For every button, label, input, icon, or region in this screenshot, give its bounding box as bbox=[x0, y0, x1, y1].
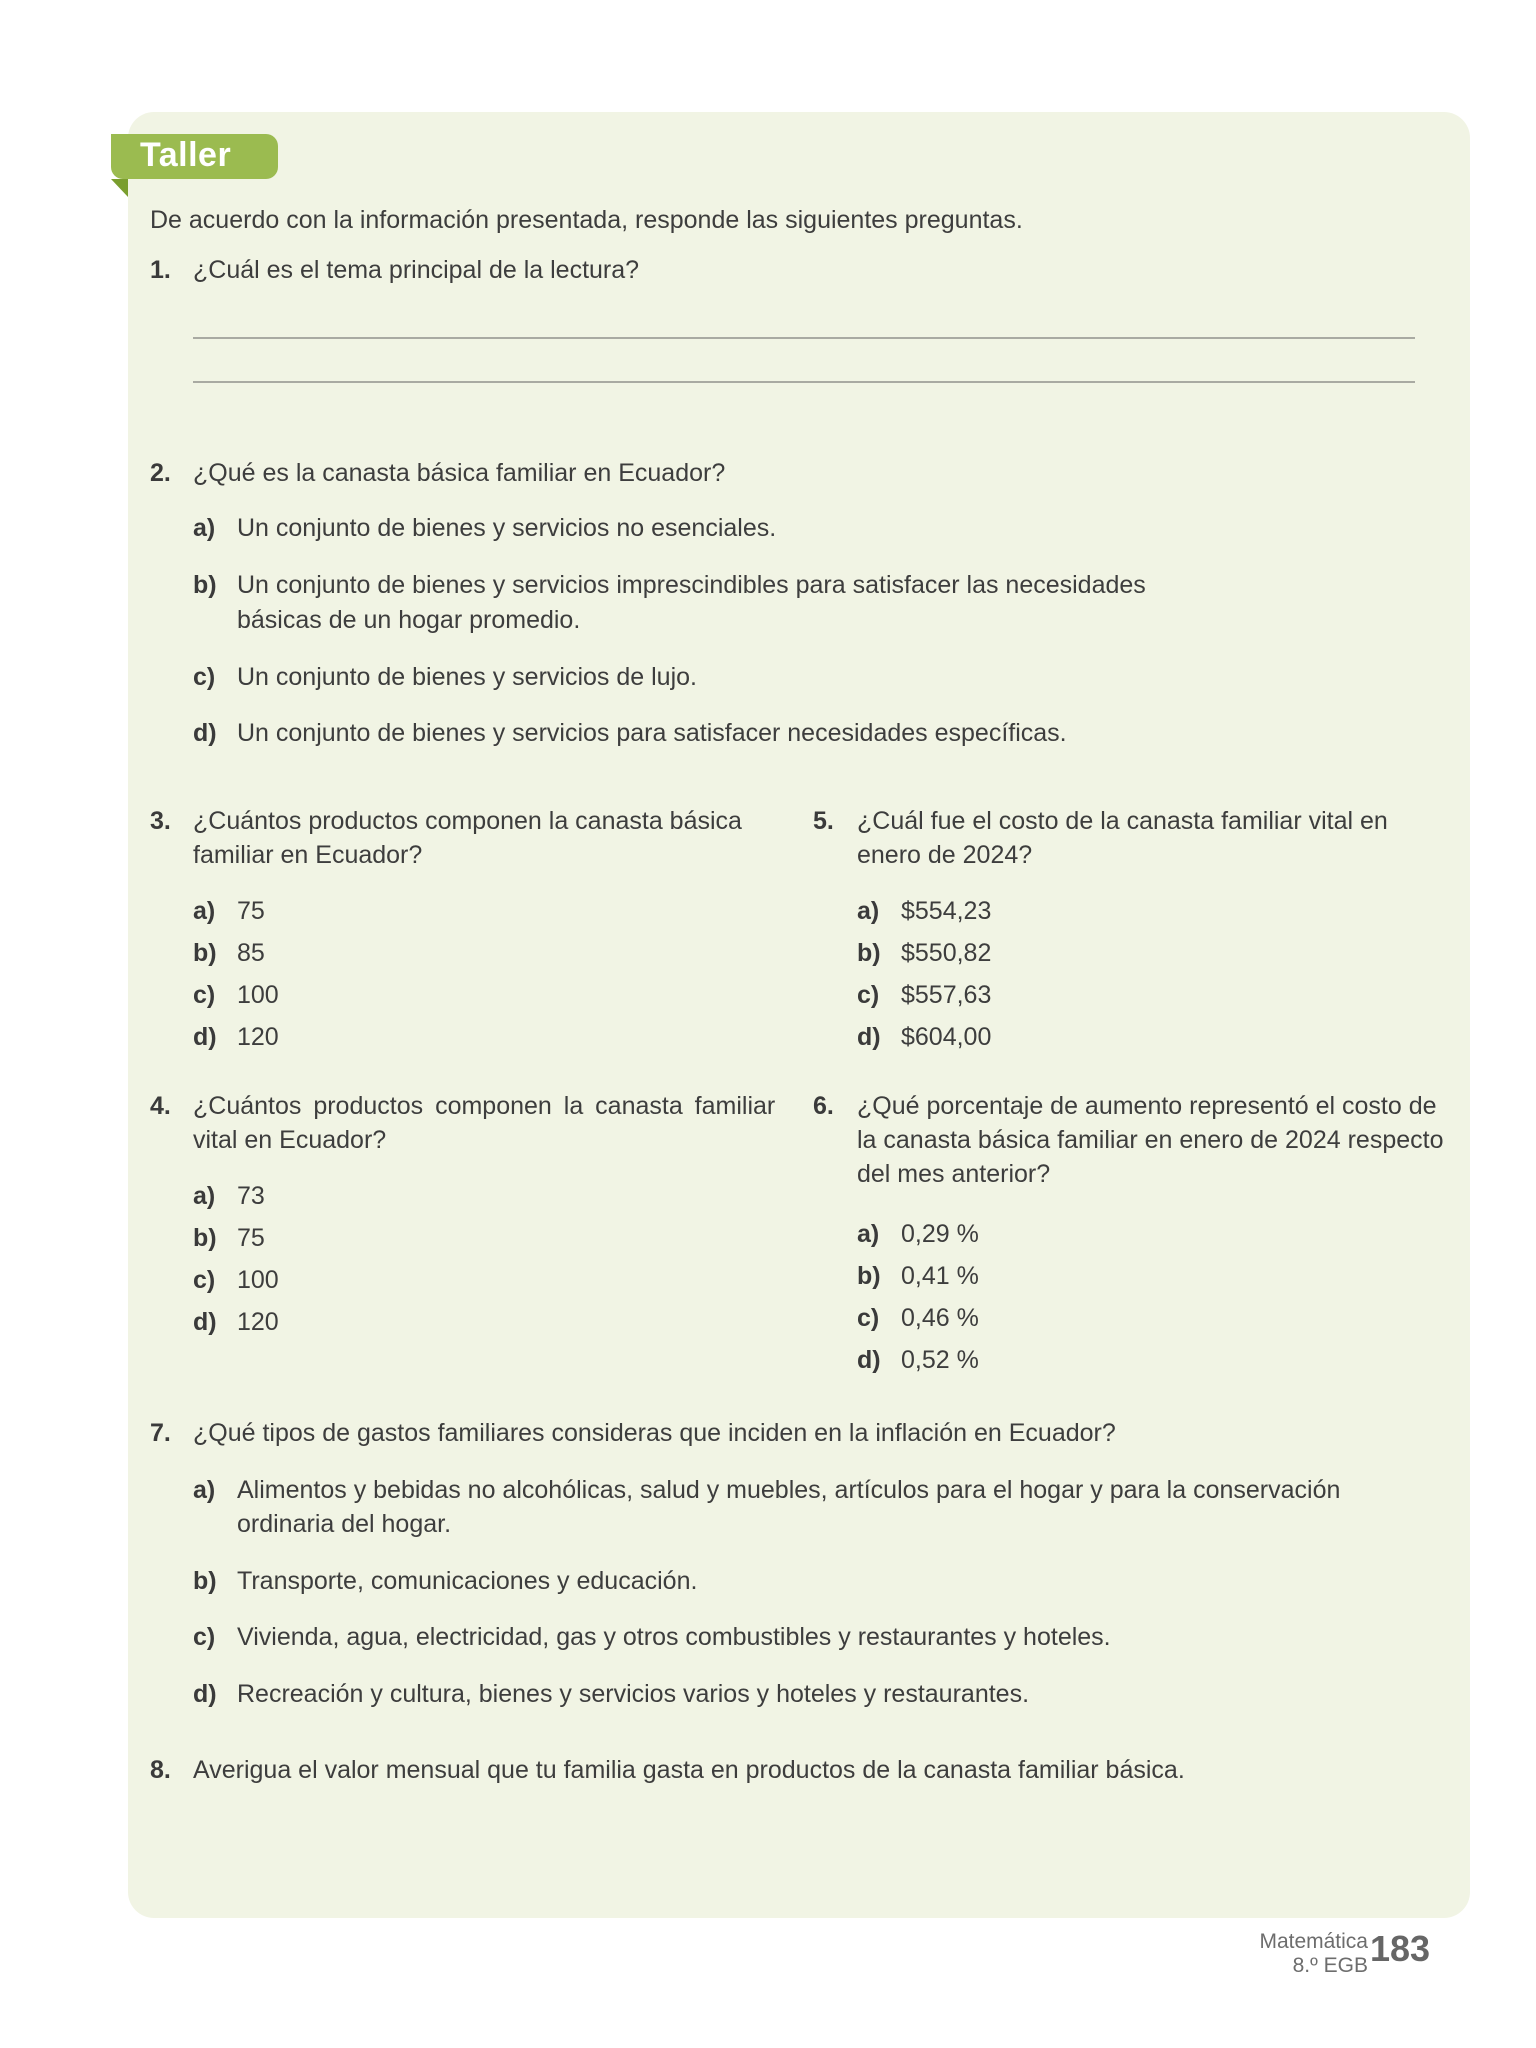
q2-option-b-text: Un conjunto de bienes y servicios imprescindibles para satisfacer las necesidades bbox=[237, 571, 1146, 599]
question-3-text-cont: familiar en Ecuador? bbox=[193, 841, 423, 869]
question-5-number: 5. bbox=[813, 807, 834, 835]
section-tag-label: Taller bbox=[140, 136, 232, 174]
q7-option-a-text-cont: ordinaria del hogar. bbox=[237, 1510, 452, 1538]
question-3-number: 3. bbox=[150, 807, 171, 835]
q3-option-b-text: 85 bbox=[237, 939, 265, 967]
q2-option-c-label[interactable]: c) bbox=[193, 663, 216, 691]
q6-option-d-text: 0,52 % bbox=[901, 1346, 979, 1374]
q4-option-d-label[interactable]: d) bbox=[193, 1308, 217, 1336]
q3-option-d-text: 120 bbox=[237, 1023, 279, 1051]
q4-option-b-text: 75 bbox=[237, 1224, 265, 1252]
q4-option-a-label[interactable]: a) bbox=[193, 1182, 216, 1210]
question-3-text: ¿Cuántos productos componen la canasta básica bbox=[193, 807, 742, 835]
question-4-text: ¿Cuántos productos componen la canasta familiar bbox=[193, 1092, 776, 1120]
q7-option-d-text: Recreación y cultura, bienes y servicios varios y hoteles y restaurantes. bbox=[237, 1680, 1030, 1708]
q5-option-a-text: $554,23 bbox=[901, 897, 992, 925]
q6-option-a-text: 0,29 % bbox=[901, 1220, 979, 1248]
footer-grade: 8.º EGB bbox=[1292, 1954, 1368, 1977]
q4-option-d-text: 120 bbox=[237, 1308, 279, 1336]
q7-option-b-label[interactable]: b) bbox=[193, 1567, 217, 1595]
question-2-number: 2. bbox=[150, 459, 171, 487]
answer-line-1[interactable] bbox=[193, 337, 1415, 339]
q3-option-c-label[interactable]: c) bbox=[193, 981, 216, 1009]
q7-option-b-text: Transporte, comunicaciones y educación. bbox=[237, 1567, 698, 1595]
q2-option-b-label[interactable]: b) bbox=[193, 571, 217, 599]
footer-subject: Matemática bbox=[1259, 1930, 1368, 1953]
q5-option-b-label[interactable]: b) bbox=[857, 939, 881, 967]
q4-option-a-text: 73 bbox=[237, 1182, 265, 1210]
q5-option-c-text: $557,63 bbox=[901, 981, 992, 1009]
q6-option-c-label[interactable]: c) bbox=[857, 1304, 880, 1332]
q6-option-a-label[interactable]: a) bbox=[857, 1220, 880, 1248]
question-8-number: 8. bbox=[150, 1756, 171, 1784]
q4-option-c-label[interactable]: c) bbox=[193, 1266, 216, 1294]
q6-option-c-text: 0,46 % bbox=[901, 1304, 979, 1332]
q3-option-d-label[interactable]: d) bbox=[193, 1023, 217, 1051]
question-4-text-cont: vital en Ecuador? bbox=[193, 1126, 387, 1154]
q4-option-b-label[interactable]: b) bbox=[193, 1224, 217, 1252]
question-6-text: ¿Qué porcentaje de aumento representó el costo de bbox=[857, 1092, 1437, 1120]
q5-option-d-text: $604,00 bbox=[901, 1023, 992, 1051]
q5-option-a-label[interactable]: a) bbox=[857, 897, 880, 925]
q2-option-a-text: Un conjunto de bienes y servicios no esenciales. bbox=[237, 514, 777, 542]
question-1-number: 1. bbox=[150, 256, 171, 284]
footer-subject-block bbox=[1259, 1930, 1368, 1978]
answer-line-2[interactable] bbox=[193, 381, 1415, 383]
q5-option-c-label[interactable]: c) bbox=[857, 981, 880, 1009]
q7-option-a-label[interactable]: a) bbox=[193, 1476, 216, 1504]
question-1-text: ¿Cuál es el tema principal de la lectura? bbox=[193, 256, 640, 284]
q3-option-b-label[interactable]: b) bbox=[193, 939, 217, 967]
q2-option-d-label[interactable]: d) bbox=[193, 719, 217, 747]
question-6-text-cont2: del mes anterior? bbox=[857, 1160, 1051, 1188]
q7-option-a-text: Alimentos y bebidas no alcohólicas, salud y muebles, artículos para el hogar y para la conservación bbox=[237, 1476, 1341, 1504]
q2-option-b-text-cont: básicas de un hogar promedio. bbox=[237, 606, 581, 634]
q7-option-c-text: Vivienda, agua, electricidad, gas y otros combustibles y restaurantes y hoteles. bbox=[237, 1623, 1111, 1651]
q2-option-d-text: Un conjunto de bienes y servicios para satisfacer necesidades específicas. bbox=[237, 719, 1067, 747]
q2-option-c-text: Un conjunto de bienes y servicios de lujo. bbox=[237, 663, 697, 691]
question-5-text: ¿Cuál fue el costo de la canasta familiar vital en bbox=[857, 807, 1388, 835]
q6-option-d-label[interactable]: d) bbox=[857, 1346, 881, 1374]
question-7-number: 7. bbox=[150, 1419, 171, 1447]
q3-option-a-text: 75 bbox=[237, 897, 265, 925]
question-2-text: ¿Qué es la canasta básica familiar en Ecuador? bbox=[193, 459, 726, 487]
q5-option-d-label[interactable]: d) bbox=[857, 1023, 881, 1051]
question-8-text: Averigua el valor mensual que tu familia gasta en productos de la canasta familiar básica. bbox=[193, 1756, 1185, 1784]
page-number: 183 bbox=[1370, 1928, 1431, 1969]
q6-option-b-text: 0,41 % bbox=[901, 1262, 979, 1290]
q7-option-d-label[interactable]: d) bbox=[193, 1680, 217, 1708]
question-4-number: 4. bbox=[150, 1092, 171, 1120]
question-6-number: 6. bbox=[813, 1092, 834, 1120]
q4-option-c-text: 100 bbox=[237, 1266, 279, 1294]
q7-option-c-label[interactable]: c) bbox=[193, 1623, 216, 1651]
q2-option-a-label[interactable]: a) bbox=[193, 514, 216, 542]
question-6-text-cont: la canasta básica familiar en enero de 2024 respecto bbox=[857, 1126, 1444, 1154]
section-tag-fold bbox=[111, 179, 128, 197]
q3-option-a-label[interactable]: a) bbox=[193, 897, 216, 925]
q3-option-c-text: 100 bbox=[237, 981, 279, 1009]
question-5-text-cont: enero de 2024? bbox=[857, 841, 1033, 869]
q5-option-b-text: $550,82 bbox=[901, 939, 992, 967]
q6-option-b-label[interactable]: b) bbox=[857, 1262, 881, 1290]
intro-text: De acuerdo con la información presentada, responde las siguientes preguntas. bbox=[150, 206, 1023, 234]
question-7-text: ¿Qué tipos de gastos familiares consideras que inciden en la inflación en Ecuador? bbox=[193, 1419, 1116, 1447]
